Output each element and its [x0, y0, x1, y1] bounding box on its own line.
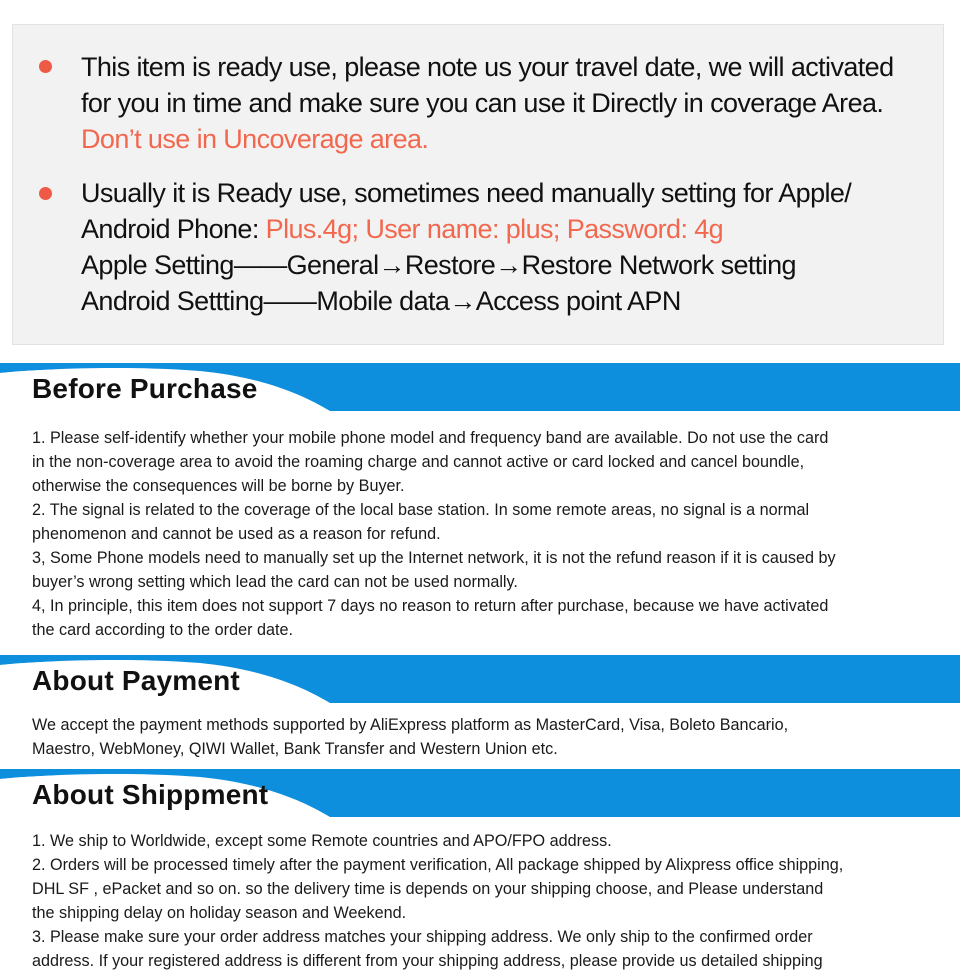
notice-item-1-text: [81, 49, 894, 157]
section-banner-about-shippment: [0, 769, 960, 817]
red-dot-bullet-icon: [39, 60, 52, 73]
section-line: 1. We ship to Worldwide, except some Remote countries and APO/FPO address.: [32, 832, 612, 850]
notice-line: [81, 49, 894, 85]
red-dot-bullet-icon: [39, 187, 52, 200]
notice-line: [81, 247, 851, 283]
notice-line: [81, 283, 851, 319]
notice-text: Android Settting——Mobile data→Access point APN: [81, 286, 681, 316]
section-line: the card according to the order date.: [32, 621, 293, 639]
section-line: address. If your registered address is different from your shipping address, please provide us detailed shipping: [32, 952, 823, 970]
section-line: Maestro, WebMoney, QIWI Wallet, Bank Transfer and Western Union etc.: [32, 740, 558, 758]
notice-line: [81, 211, 851, 247]
section-line: 3. Please make sure your order address matches your shipping address. We only ship to the confirmed order: [32, 928, 813, 946]
section-line: buyer’s wrong setting which lead the card can not be used normally.: [32, 573, 518, 591]
section-body-about-payment: [32, 713, 947, 761]
section-line: 4, In principle, this item does not support 7 days no reason to return after purchase, because we have activated: [32, 597, 829, 615]
notice-text: This item is ready use, please note us your travel date, we will activated: [81, 52, 894, 82]
section-body-before-purchase: [32, 426, 947, 642]
notice-line: [81, 85, 894, 121]
section-line: 1. Please self-identify whether your mobile phone model and frequency band are available. Do not use the card: [32, 429, 829, 447]
highlight-text: Don’t use in Uncoverage area.: [81, 124, 429, 154]
highlight-text: Plus.4g; User name: plus; Password: 4g: [265, 214, 724, 244]
section-line: phenomenon and cannot be used as a reason for refund.: [32, 525, 441, 543]
section-body-about-shippment: [32, 829, 947, 973]
section-line: 2. The signal is related to the coverage of the local base station. In some remote areas, no signal is a normal: [32, 501, 810, 519]
section-line: We accept the payment methods supported by AliExpress platform as MasterCard, Visa, Boleto Bancario,: [32, 716, 789, 734]
notice-text: Usually it is Ready use, sometimes need manually setting for Apple/: [81, 178, 852, 208]
section-title: About Shippment: [32, 779, 269, 810]
notice-line: [81, 121, 894, 157]
section-line: in the non-coverage area to avoid the roaming charge and cannot active or card locked and cancel boundle,: [32, 453, 805, 471]
notice-item-2-text: [81, 175, 851, 319]
section-line: DHL SF , ePacket and so on. so the delivery time is depends on your shipping choose, and Please understand: [32, 880, 824, 898]
notice-text: for you in time and make sure you can use it Directly in coverage Area.: [81, 88, 884, 118]
section-title: Before Purchase: [32, 373, 258, 404]
section-line: the shipping delay on holiday season and Weekend.: [32, 904, 407, 922]
notice-line: [81, 175, 851, 211]
section-banner-before-purchase: [0, 363, 960, 411]
section-banner-about-payment: [0, 655, 960, 703]
section-line: 3, Some Phone models need to manually set up the Internet network, it is not the refund reason if it is caused by: [32, 549, 836, 567]
section-title: About Payment: [32, 665, 240, 696]
notice-text: Apple Setting——General→Restore→Restore Network setting: [81, 250, 796, 280]
section-line: 2. Orders will be processed timely after the payment verification, All package shipped by Alixpress office shipping,: [32, 856, 844, 874]
section-line: otherwise the consequences will be borne by Buyer.: [32, 477, 405, 495]
notice-panel: [12, 24, 944, 345]
notice-text: Android Phone:: [81, 214, 266, 244]
